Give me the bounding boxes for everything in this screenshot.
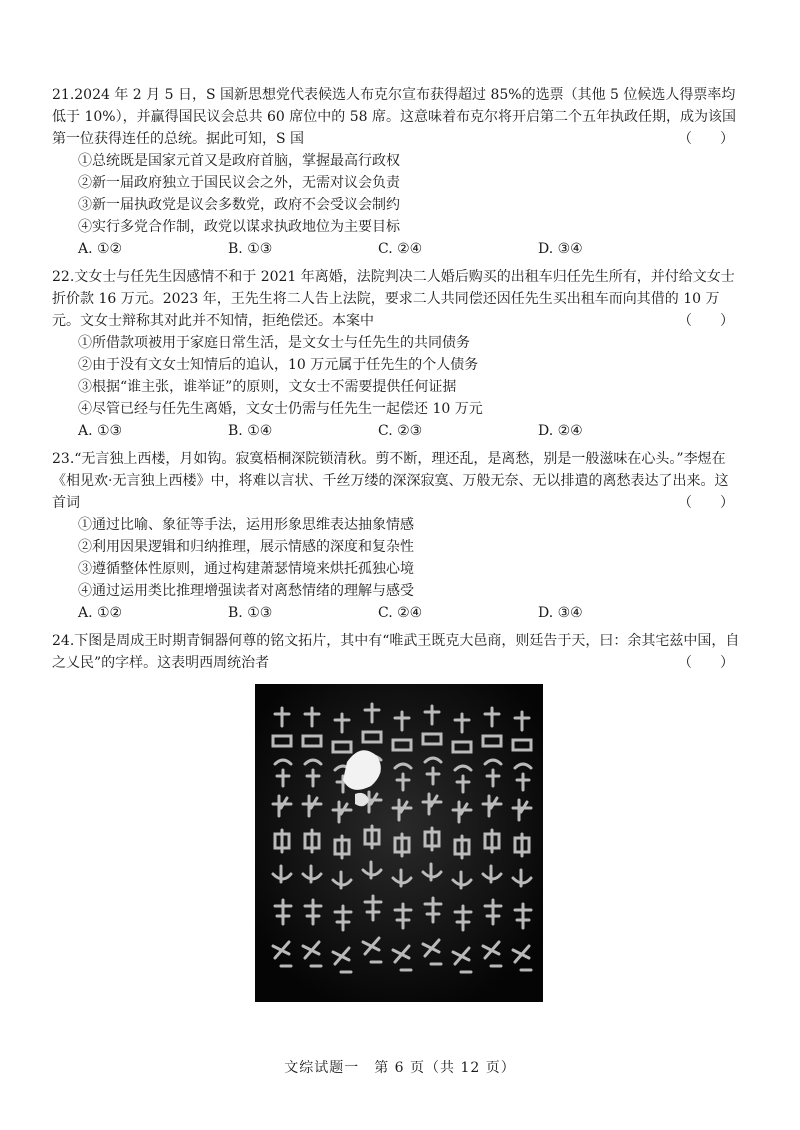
page-footer: 文综试题一 第 6 页（共 12 页） [284,1060,516,1076]
answer-choices [52,420,742,442]
question-stem [52,630,742,674]
question-stem [52,266,742,332]
answer-choices [52,602,742,624]
choice-c: C. ②③ [378,423,423,439]
option-item: ④实行多党合作制，政党以谋求执政地位为主要目标 [78,219,400,235]
question-number: 22. [52,269,75,285]
choice-c: C. ②④ [378,241,423,257]
choice-d: D. ③④ [538,241,583,257]
choice-d: D. ②④ [538,423,583,439]
option-item: ①通过比喻、象征等手法，运用形象思维表达抽象情感 [78,517,414,533]
option-item: ②新一届政府独立于国民议会之外，无需对议会负责 [78,175,400,191]
choice-d: D. ③④ [538,605,583,621]
answer-blank: （ ） [678,313,734,329]
answer-choices [52,238,742,260]
rubbing-glyphs-graphic [255,684,543,1002]
bronze-inscription-rubbing-image [255,684,543,1002]
question-stem [52,84,742,150]
answer-blank: （ ） [678,495,734,511]
option-item: ①所借款项被用于家庭日常生活，是文女士与任先生的共同债务 [78,335,470,351]
question-stem [52,448,742,514]
choice-c: C. ②④ [378,605,423,621]
option-item: ②由于没有文女士知情后的追认，10 万元属于任先生的个人债务 [78,357,479,373]
choice-a: A. ①③ [78,423,123,439]
choice-a: A. ①② [78,605,123,621]
question-23 [52,448,742,624]
option-item: ③根据“谁主张，谁举证”的原则，文女士不需要提供任何证据 [78,379,457,395]
question-text: 文女士与任先生因感情不和于 2021 年离婚，法院判决二人婚后购买的出租车归任先生所有，并付给文女士折价款 16 万元。2023 年，王先生将二人告上法院，要求二人共同偿还因任先生买出租车而向其借的 10 万元。文女士辩称其对此并不知情，拒绝偿还。本案中 [52,269,735,329]
option-item: ④尽管已经与任先生离婚，文女士仍需与任先生一起偿还 10 万元 [78,401,483,417]
option-item: ④通过运用类比推理增强读者对离愁情绪的理解与感受 [78,583,414,599]
choice-b: B. ①③ [228,241,273,257]
option-item: ③遵循整体性原则，通过构建萧瑟情境来烘托孤独心境 [78,561,414,577]
question-number: 24. [52,633,75,649]
question-text: “无言独上西楼，月如钩。寂寞梧桐深院锁清秋。剪不断，理还乱，是离愁，别是一般滋味在心头。”李煜在《相见欢·无言独上西楼》中，将难以言状、千丝万缕的深深寂寞、万般无奈、无以排遣的离愁表达了出来。这首词 [52,451,729,511]
question-number: 23. [52,451,75,467]
question-21 [52,84,742,260]
question-text: 下图是周成王时期青铜器何尊的铭文拓片，其中有“唯武王既克大邑商，则廷告于天，曰：余其宅兹中国，自之乂民”的字样。这表明西周统治者 [52,633,740,671]
answer-blank: （ ） [678,131,734,147]
question-22 [52,266,742,442]
choice-b: B. ①③ [228,605,273,621]
option-item: ③新一届执政党是议会多数党，政府不会受议会制约 [78,197,400,213]
answer-blank: （ ） [678,655,734,671]
choice-a: A. ①② [78,241,123,257]
option-item: ①总统既是国家元首又是政府首脑，掌握最高行政权 [78,153,400,169]
question-number: 21. [52,87,75,103]
option-item: ②利用因果逻辑和归纳推理，展示情感的深度和复杂性 [78,539,414,555]
choice-b: B. ①④ [228,423,273,439]
question-24 [52,630,742,674]
question-text: 2024 年 2 月 5 日，S 国新思想党代表候选人布克尔宣布获得超过 85%的选票（其他 5 位候选人得票率均低于 10%），并赢得国民议会总共 60 席位中的 58 席。这意味着布克尔将开启第二个五年执政任期，成为该国第一位获得连任的总统。据此可知，S 国 [52,87,736,147]
